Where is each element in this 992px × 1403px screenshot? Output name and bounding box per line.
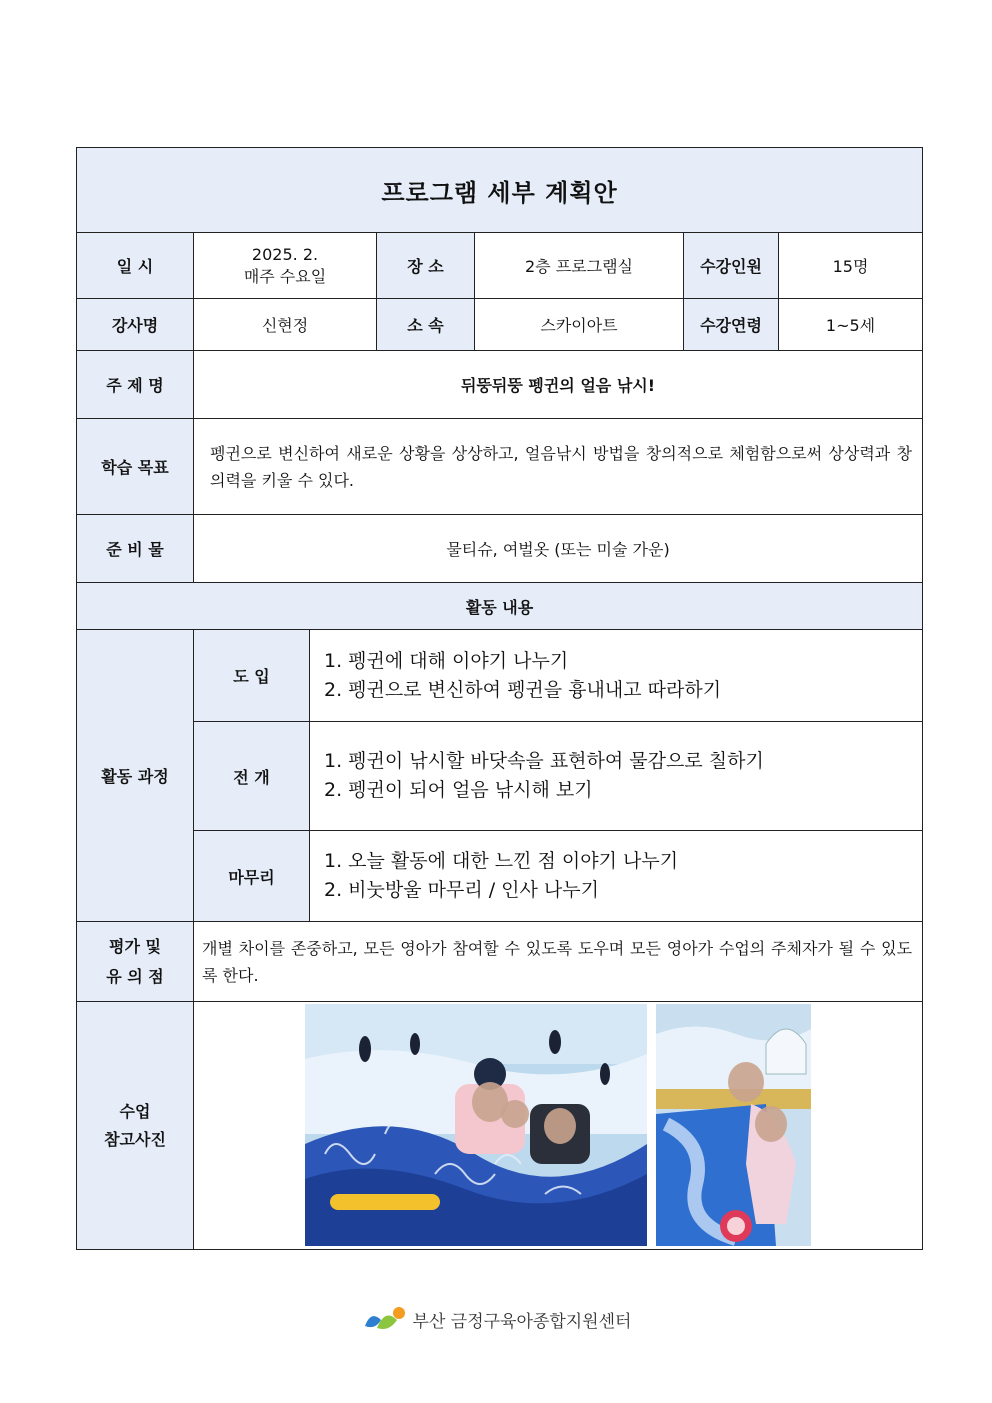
activity-section-header: 활동 내용 [77, 583, 923, 630]
affiliation-label: 소 속 [377, 299, 475, 351]
process-label: 활동 과정 [77, 630, 194, 922]
age-label: 수강연령 [684, 299, 779, 351]
evaluation-value: 개별 차이를 존중하고, 모든 영아가 참여할 수 있도록 도우며 모든 영아가 수업의 주체자가 될 수 있도록 한다. [194, 922, 923, 1002]
place-value: 2층 프로그램실 [475, 233, 684, 299]
development-step-2: 2. 펭귄이 되어 얼음 낚시해 보기 [324, 779, 593, 801]
capacity-value: 15명 [779, 233, 923, 299]
topic-value: 뒤뚱뒤뚱 펭귄의 얼음 낚시! [194, 351, 923, 419]
closing-step-1: 1. 오늘 활동에 대한 느낀 점 이야기 나누기 [324, 850, 679, 872]
topic-label: 주 제 명 [77, 351, 194, 419]
age-value: 1~5세 [779, 299, 923, 351]
date-label: 일 시 [77, 233, 194, 299]
evaluation-label-line-2: 유 의 점 [106, 966, 164, 986]
development-steps [310, 722, 923, 831]
program-plan-table [76, 147, 923, 1250]
goal-value: 펭귄으로 변신하여 새로운 상황을 상상하고, 얼음낚시 방법을 창의적으로 체험함으로써 상상력과 창의력을 키울 수 있다. [194, 419, 923, 515]
intro-steps [310, 630, 923, 722]
capacity-label: 수강인원 [684, 233, 779, 299]
evaluation-label [77, 922, 194, 1002]
closing-steps [310, 831, 923, 922]
photos-label-line-2: 참고사진 [104, 1129, 166, 1149]
closing-step-2: 2. 비눗방울 마무리 / 인사 나누기 [324, 879, 599, 901]
photos-label-line-1: 수업 [119, 1101, 151, 1121]
class-photo-2-illustration [656, 1004, 811, 1246]
development-step-1: 1. 펭귄이 낚시할 바닷속을 표현하여 물감으로 칠하기 [324, 750, 764, 772]
footer [0, 1304, 992, 1334]
materials-label: 준 비 물 [77, 515, 194, 583]
photos-label [77, 1002, 194, 1250]
class-photo-1 [305, 1004, 647, 1246]
center-logo-icon [361, 1304, 407, 1334]
goal-label: 학습 목표 [77, 419, 194, 515]
closing-label: 마무리 [194, 831, 310, 922]
development-label: 전 개 [194, 722, 310, 831]
date-line-2: 매주 수요일 [243, 266, 327, 286]
instructor-value: 신현정 [194, 299, 377, 351]
intro-step-2: 2. 펭귄으로 변신하여 펭귄을 흉내내고 따라하기 [324, 678, 722, 701]
instructor-label: 강사명 [77, 299, 194, 351]
footer-org-name: 부산 금정구육아종합지원센터 [412, 1311, 632, 1332]
page-title: 프로그램 세부 계획안 [77, 148, 923, 233]
place-label: 장 소 [377, 233, 475, 299]
class-photo-1-illustration [305, 1004, 647, 1246]
intro-step-1: 1. 펭귄에 대해 이야기 나누기 [324, 649, 569, 672]
class-photo-2 [656, 1004, 811, 1246]
photos-cell [194, 1002, 923, 1250]
evaluation-label-line-1: 평가 및 [109, 936, 161, 956]
materials-value: 물티슈, 여벌옷 (또는 미술 가운) [194, 515, 923, 583]
date-line-1: 2025. 2. [251, 244, 319, 264]
date-value [194, 233, 377, 299]
affiliation-value: 스카이아트 [475, 299, 684, 351]
intro-label: 도 입 [194, 630, 310, 722]
